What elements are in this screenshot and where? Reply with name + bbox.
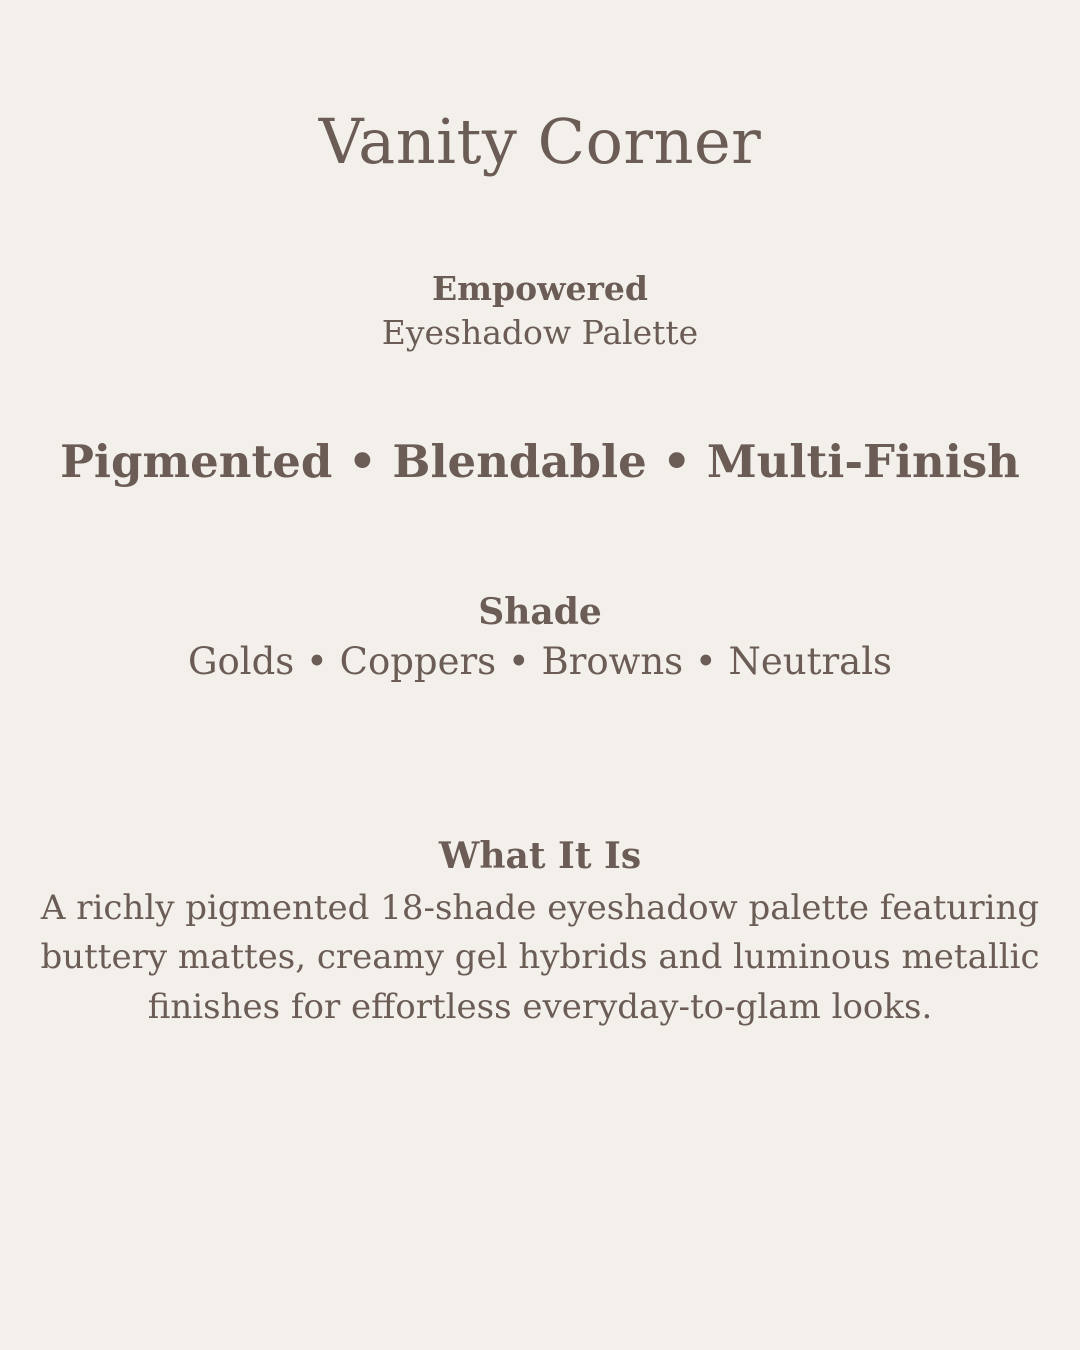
brand-title: Vanity Corner <box>318 105 762 178</box>
product-type: Eyeshadow Palette <box>381 313 699 352</box>
shade-heading: Shade <box>478 591 602 633</box>
shade-values: Golds • Coppers • Browns • Neutrals <box>187 640 893 683</box>
product-attributes: Pigmented • Blendable • Multi-Finish <box>60 435 1020 488</box>
what-it-is-heading: What It Is <box>438 835 642 877</box>
product-name: Empowered <box>431 269 648 308</box>
what-it-is-description: A richly pigmented 18-shade eyeshadow palette featuring buttery mattes, creamy gel hybrids and luminous metallic finishes for effortless everyday-to-glam looks. <box>40 888 1040 1027</box>
